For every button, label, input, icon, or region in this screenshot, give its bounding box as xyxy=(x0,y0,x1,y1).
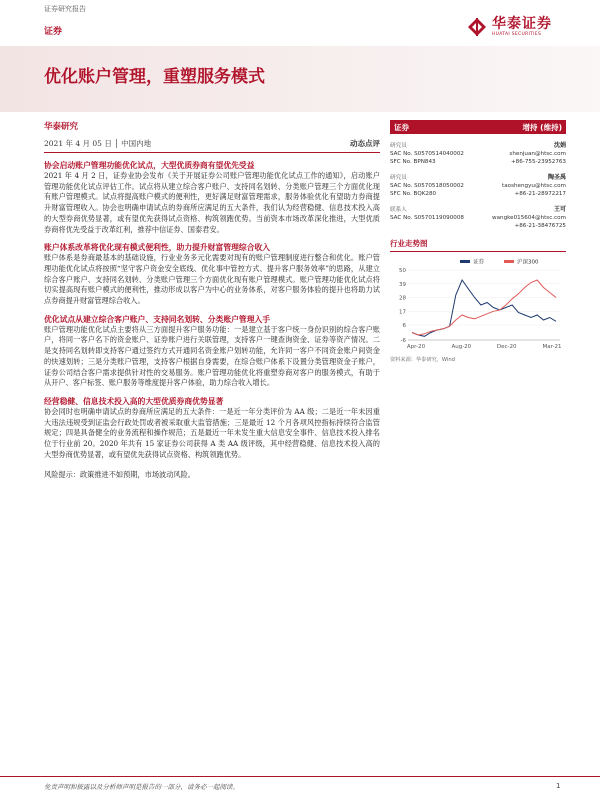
analyst-card xyxy=(390,206,566,230)
org-name: 华泰研究 xyxy=(44,122,79,132)
analyst-email[interactable]: wangke015604@htsc.com xyxy=(492,215,566,221)
analyst-name: 陶圣禹 xyxy=(547,174,566,181)
analyst-card xyxy=(390,142,566,166)
report-title: 优化账户管理，重塑服务模式 xyxy=(44,67,265,87)
analyst-email[interactable]: taoshengyu@htsc.com xyxy=(502,183,566,189)
main-content xyxy=(44,120,380,480)
section-heading-4: 经营稳健、信息技术投入高的大型优质券商优势显著 xyxy=(44,396,224,406)
analyst-sac: SAC No. S0570514040002 xyxy=(390,151,464,157)
chart-title: 行业走势图 xyxy=(390,238,566,252)
analyst-phone: +86-755-23952763 xyxy=(511,159,566,165)
y-tick-label: 50 xyxy=(399,268,406,274)
analyst-sfc: SFC No. BPN843 xyxy=(390,159,436,165)
section-body-3: 账户管理功能优化试点主要将从三方面提升客户服务功能：一是建立基于客户统一身份识别的综合客户账户，将同一客户名下的资金账户、证券账户进行关联管理，支持客户一键查询资金、证券等资产情况。二是支持同名划转即支持客户通过签约方式开通同名资金账户划转功能，允许同一客户不同资金账户间资金的快速划转；三是分类账户管理，支持客户根据自身需要，在综合账户体系下设置分类管理资金子账户，证券公司结合客户需求提供针对性的交易服务。账户管理功能优化将重塑券商对客户的服务模式，有助于从开户、客户标签、账户服务等维度提升客户体验，助力综合收入增长。 xyxy=(44,324,380,388)
rating-sector: 证券 xyxy=(394,122,409,132)
legend-label: 沪深300 xyxy=(517,259,539,266)
footer-divider xyxy=(0,776,600,777)
legend-swatch xyxy=(504,260,514,263)
analyst-email[interactable]: shenjuan@htsc.com xyxy=(509,151,566,157)
chart-svg xyxy=(390,256,566,354)
section-body-1: 2021 年 4 月 2 日，证券业协会发布《关于开展证券公司账户管理功能优化试点工作的通知》，启动账户管理功能优化试点评估工作。试点将从建立综合客户账户、支持同名划转、分类账户管理三个方面优化现有账户管理模式。试点将提高账户模式的便利性，更好满足财富管理需求，服务体验优化有望助力券商提升财富管理收入。协会也明确申请试点的券商所应满足的五大条件，我们认为经营稳健、信息技术投入高的大型券商优势显著，或有望优先获得试点资格、构筑领跑优势。当前资本市场改革深化推进，大型优质券商将优先受益于改革红利，推荐中信证券、国泰君安。 xyxy=(44,171,380,234)
analyst-name: 沈娟 xyxy=(553,142,566,149)
analyst-role: 联系人 xyxy=(390,207,407,213)
huatai-logo xyxy=(466,14,566,40)
date-region: 2021 年 4 月 05 日 │ 中国内地 xyxy=(44,139,152,148)
sidebar xyxy=(390,120,566,363)
analyst-name: 王可 xyxy=(553,206,566,213)
series-line-1 xyxy=(412,280,556,336)
x-tick-label: Dec-20 xyxy=(496,344,517,350)
section-body-4: 协会同时也明确申请试点的券商所应满足的五大条件：一是近一年分类评价为 AA 级；二是近一年未因重大违法违规受到证监会行政处罚或者被采取重大监管措施；三是最近 12 个月各项风控指标持续符合监管规定；四是具备健全的业务流程和操作规范；五是最近一年未发生重大信息安全事件、信息技术投入排名位于行业前 20。2020 年共有 15 家证券公司获得 A 类 AA 级评级，其中经营稳健、信息技术投入高的大型券商优势显著，或有望优先获得试点资格、构筑领跑优势。 xyxy=(44,406,380,459)
analyst-phone: +86-21-28972217 xyxy=(514,191,566,197)
meta-row xyxy=(44,138,380,153)
analyst-role: 研究员 xyxy=(390,143,407,149)
rating-value: 增持 (维持) xyxy=(522,122,562,132)
analyst-sac: SAC No. S0570518050002 xyxy=(390,183,464,189)
y-tick-label: 17 xyxy=(399,309,406,316)
x-tick-label: Aug-20 xyxy=(451,344,472,350)
huatai-logo-icon xyxy=(466,16,488,38)
x-tick-label: Mar-21 xyxy=(542,344,562,350)
analyst-card xyxy=(390,174,566,198)
industry-trend-chart xyxy=(390,256,566,354)
report-kind: 动态点评 xyxy=(350,139,380,148)
footer-disclaimer: 免责声明和披露以及分析师声明是报告的一部分，请务必一起阅读。 xyxy=(44,783,239,791)
legend-swatch xyxy=(460,260,470,263)
analyst-role: 研究员 xyxy=(390,175,407,181)
section-heading-1: 协会启动账户管理功能优化试点，大型优质券商有望优先受益 xyxy=(44,161,255,170)
page-number: 1 xyxy=(556,782,561,790)
y-tick-label: 28 xyxy=(399,295,406,302)
sector-label: 证券 xyxy=(44,27,63,37)
series-line-2 xyxy=(412,280,556,335)
logo-en-text: HUATAI SECURITIES xyxy=(492,32,542,37)
section-body-2: 账户体系是券商最基本的基础设施，行业业务多元化需要对现有的账户管理制度进行整合和优化。账户管理功能优化试点将按照“坚守客户资金安全底线、优化事中管控方式、提升客户服务效率”的思路，从建立综合客户账户、支持同名划转、分类账户管理三个方面优化现有账户管理模式。账户管理功能优化试点将切实提高现有账户模式的便利性，推动形成以客户为中心的业务体系，对客户服务体验的提升也将助力试点券商提升财富管理综合收入。 xyxy=(44,253,380,306)
logo-cn-text: 华泰证券 xyxy=(492,16,552,32)
legend-label: 证券 xyxy=(473,259,485,266)
risk-note: 风险提示：政策推进不如预期，市场波动风险。 xyxy=(44,470,195,480)
y-tick-label: -6 xyxy=(400,338,406,344)
analyst-sfc: SFC No. BQK280 xyxy=(390,191,437,197)
analyst-sac: SAC No. S0570119090008 xyxy=(390,215,464,221)
y-tick-label: 6 xyxy=(402,323,406,329)
x-tick-label: Apr-20 xyxy=(406,344,426,350)
section-heading-3: 优化试点从建立综合客户账户、支持同名划转、分类账户管理入手 xyxy=(44,314,271,324)
report-type-label: 证券研究报告 xyxy=(44,5,86,13)
analyst-phone: +86-21-38476725 xyxy=(514,223,566,229)
y-tick-label: 39 xyxy=(399,281,406,288)
chart-source: 资料来源：华泰研究，Wind xyxy=(390,357,455,363)
section-heading-2: 账户体系改革将优化现有模式便利性，助力提升财富管理综合收入 xyxy=(44,243,271,253)
rating-bar xyxy=(390,120,566,134)
analyst-list xyxy=(390,142,566,230)
